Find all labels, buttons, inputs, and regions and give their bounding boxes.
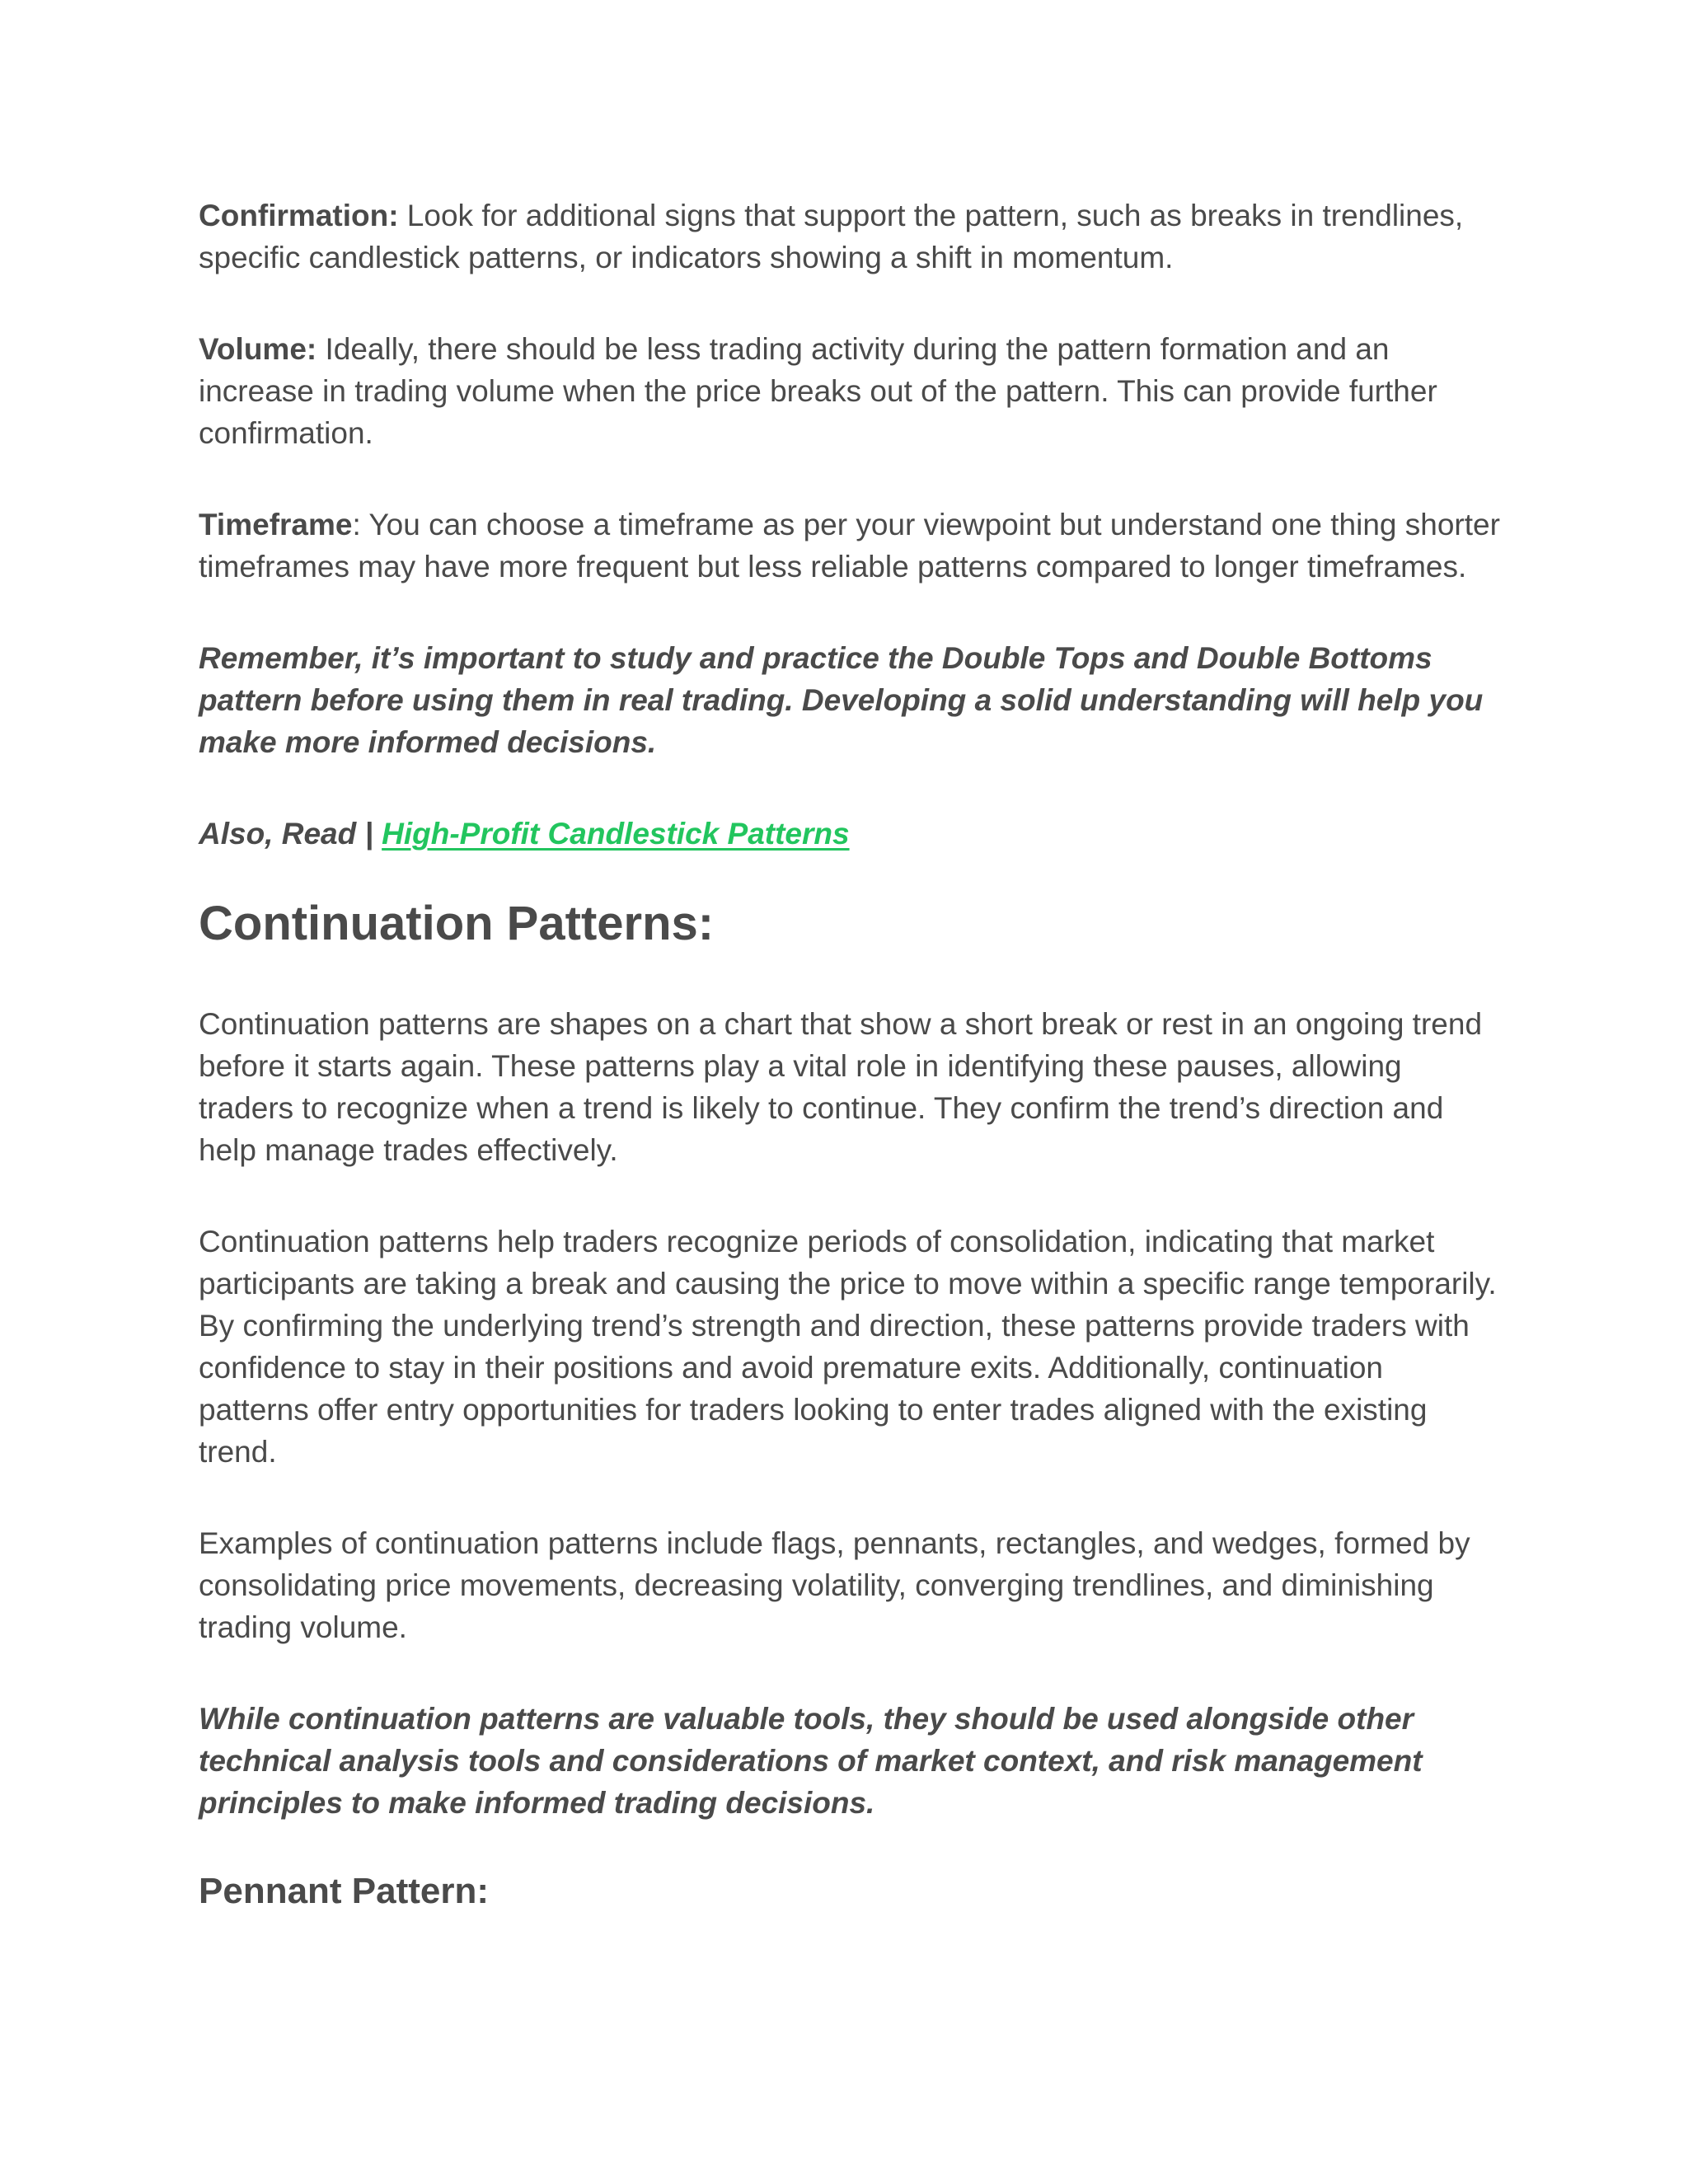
candlestick-patterns-link[interactable]: High-Profit Candlestick Patterns <box>382 817 850 851</box>
timeframe-text: : You can choose a timeframe as per your viewpoint but understand one thing shorter timeframes may have more frequent but less reliable patterns compared to longer timeframes. <box>199 508 1500 583</box>
continuation-paragraph-1: Continuation patterns are shapes on a chart that show a short break or rest in an ongoing trend before it starts again. These patterns play a vital role in identifying these pauses, allowing traders to recognize when a trend is likely to continue. They confirm the trend’s direction and help manage trades effectively. <box>199 1007 1483 1167</box>
remember-note: Remember, it’s important to study and practice the Double Tops and Double Bottoms pattern before using them in real trading. Developing a solid understanding will help you make more informed decisions. <box>199 641 1484 759</box>
continuation-patterns-heading: Continuation Patterns: <box>199 897 715 950</box>
timeframe-label: Timeframe <box>199 508 353 541</box>
pennant-pattern-heading: Pennant Pattern: <box>199 1871 490 1911</box>
also-read-line <box>199 813 1501 855</box>
volume-text: Ideally, there should be less trading activity during the pattern formation and an increase in trading volume when the price breaks out of the pattern. This can provide further confirmation. <box>199 332 1437 450</box>
continuation-paragraph-2: Continuation patterns help traders recognize periods of consolidation, indicating that market participants are taking a break and causing the price to move within a specific range temporarily. By confirming the underlying trend’s strength and direction, these patterns provide traders with confidence to stay in their positions and avoid premature exits. Additionally, continuation patterns offer entry opportunities for traders looking to enter trades aligned with the existing trend. <box>199 1225 1497 1469</box>
confirmation-text: Look for additional signs that support the pattern, such as breaks in trendlines, specific candlestick patterns, or indicators showing a shift in momentum. <box>199 199 1464 274</box>
continuation-note: While continuation patterns are valuable tools, they should be used alongside other technical analysis tools and considerations of market context, and risk management principles to make informed trading decisions. <box>199 1702 1423 1820</box>
volume-label: Volume: <box>199 332 317 366</box>
also-read-prefix: Also, Read | <box>199 817 382 851</box>
volume-paragraph <box>199 328 1501 454</box>
timeframe-paragraph <box>199 504 1501 588</box>
continuation-paragraph-3: Examples of continuation patterns include flags, pennants, rectangles, and wedges, formed by consolidating price movements, decreasing volatility, converging trendlines, and diminishing trading volume. <box>199 1526 1470 1644</box>
confirmation-label: Confirmation: <box>199 199 399 232</box>
document-page <box>199 194 1501 1916</box>
confirmation-paragraph <box>199 194 1501 279</box>
